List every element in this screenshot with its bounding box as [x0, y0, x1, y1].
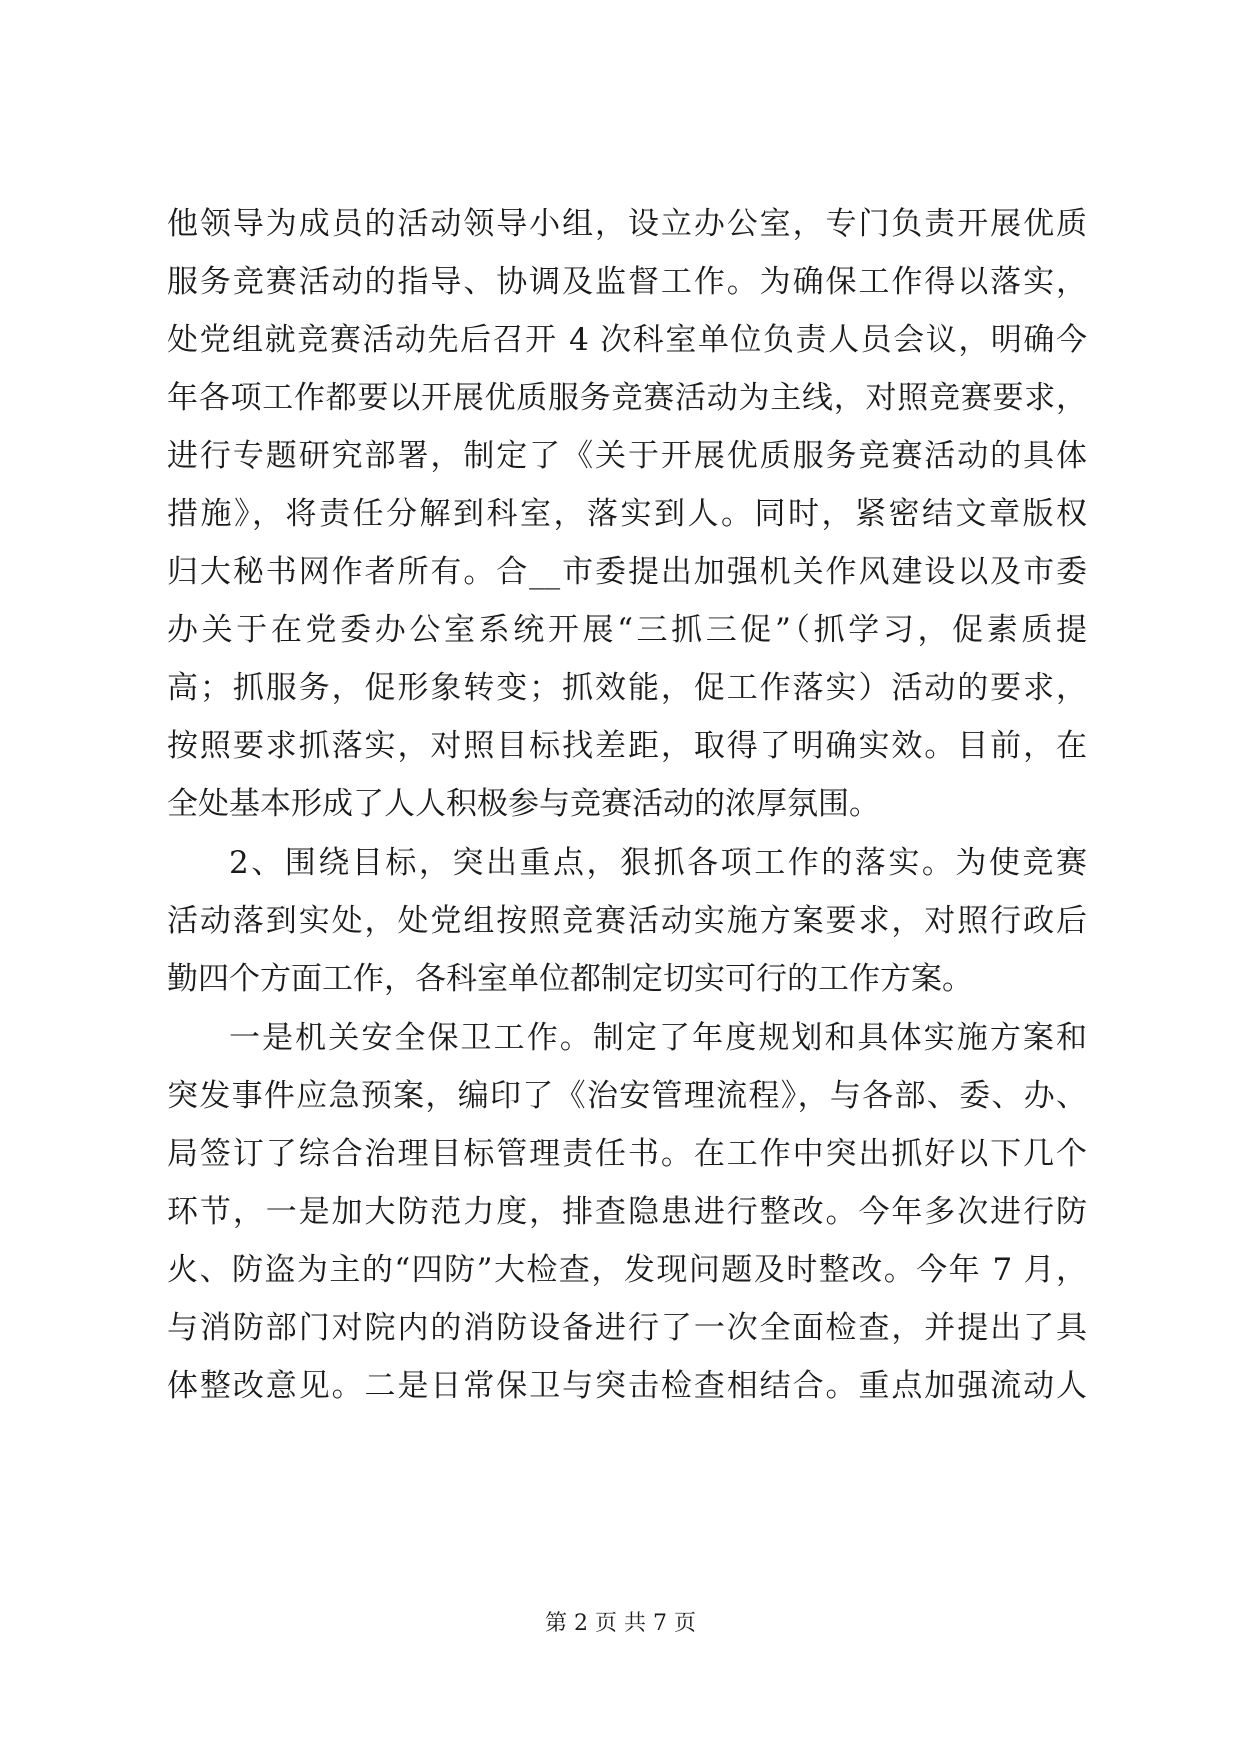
text-line: 按照要求抓落实，对照目标找差距，取得了明确实效。目前，在 [167, 728, 1087, 764]
text-line: 局签订了综合治理目标管理责任书。在工作中突出抓好以下几个 [167, 1136, 1087, 1172]
text-line: 体整改意见。二是日常保卫与突击检查相结合。重点加强流动人 [167, 1368, 1087, 1404]
text-line: 服务竞赛活动的指导、协调及监督工作。为确保工作得以落实， [167, 264, 1087, 300]
text-line: 环节，一是加大防范力度，排查隐患进行整改。今年多次进行防 [167, 1194, 1087, 1230]
text-line: 勤四个方面工作，各科室单位都制定切实可行的工作方案。 [167, 961, 973, 997]
text-line: 全处基本形成了人人积极参与竞赛活动的浓厚氛围。 [167, 786, 880, 822]
text-line: 2、围绕目标，突出重点，狠抓各项工作的落实。为使竞赛 [229, 845, 1087, 881]
text-line: 他领导为成员的活动领导小组，设立办公室，专门负责开展优质 [167, 206, 1087, 242]
text-line: 办关于在党委办公室系统开展“三抓三促”（抓学习，促素质提 [167, 612, 1087, 648]
text-line: 措施》，将责任分解到科室，落实到人。同时，紧密结文章版权 [167, 496, 1087, 532]
text-line: 突发事件应急预案，编印了《治安管理流程》，与各部、委、办、 [167, 1078, 1087, 1114]
text-line: 处党组就竞赛活动先后召开 4 次科室单位负责人员会议，明确今 [167, 322, 1087, 358]
text-line: 与消防部门对院内的消防设备进行了一次全面检查，并提出了具 [167, 1310, 1087, 1346]
page-number-footer: 第 2 页 共 7 页 [545, 1611, 696, 1636]
text-line: 进行专题研究部署，制定了《关于开展优质服务竞赛活动的具体 [167, 438, 1087, 474]
text-line: 活动落到实处，处党组按照竞赛活动实施方案要求，对照行政后 [167, 903, 1087, 939]
text-line: 归大秘书网作者所有。合__市委提出加强机关作风建设以及市委 [167, 554, 1087, 590]
text-line: 火、防盗为主的“四防”大检查，发现问题及时整改。今年 7 月， [167, 1252, 1087, 1288]
text-line: 高；抓服务，促形象转变；抓效能，促工作落实）活动的要求， [167, 670, 1087, 706]
text-line: 年各项工作都要以开展优质服务竞赛活动为主线，对照竞赛要求， [167, 380, 1087, 416]
text-line: 一是机关安全保卫工作。制定了年度规划和具体实施方案和 [229, 1020, 1087, 1056]
